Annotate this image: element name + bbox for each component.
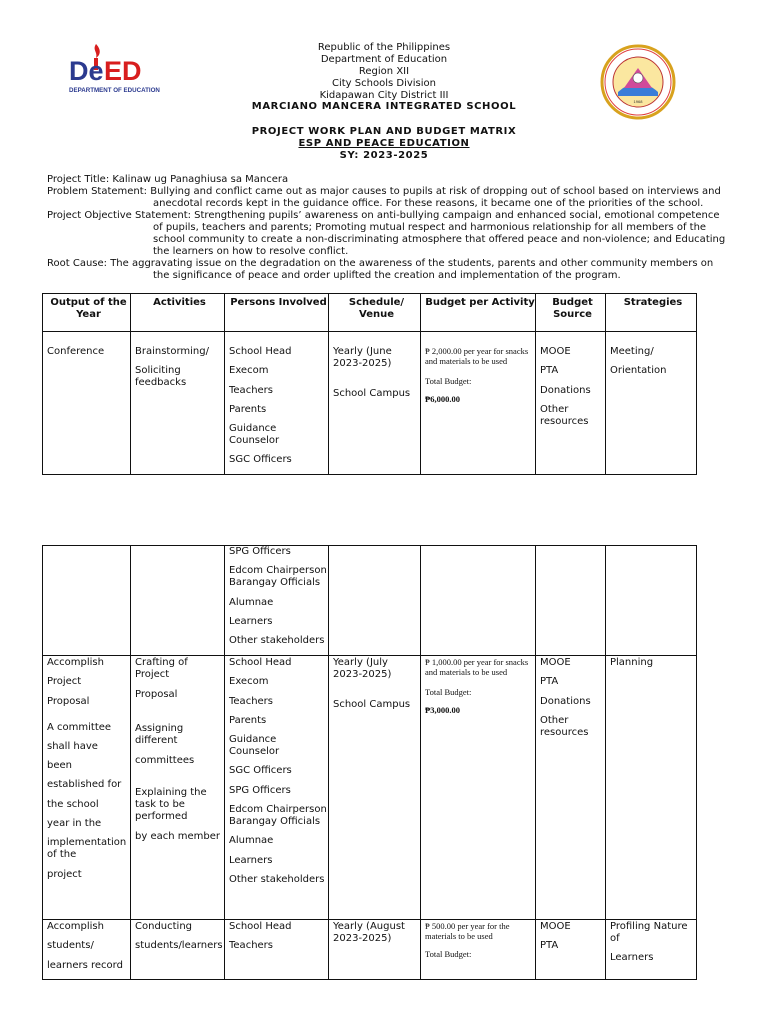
cell-strategies	[606, 546, 697, 656]
col-header-strategies: Strategies	[606, 294, 697, 332]
col-header-output: Output of the Year	[43, 294, 131, 332]
cell-source: MOOE PTA Donations Other resources	[536, 332, 606, 475]
work-plan-table-2	[42, 545, 697, 980]
cell-schedule: Yearly (August 2023-2025)	[329, 920, 421, 980]
svg-text:ED: ED	[104, 56, 142, 86]
objective-statement-cont-1: of pupils, teachers and parents; Promoting mutual respect and harmonious relationship for all members of the	[153, 222, 707, 233]
col-header-schedule: Schedule/ Venue	[329, 294, 421, 332]
header-district: Kidapawan City District III	[319, 90, 449, 101]
table-row	[43, 920, 697, 980]
work-plan-table-1	[42, 293, 697, 475]
root-cause-cont: the significance of peace and order uplifted the creation and implementation of the program.	[153, 270, 621, 281]
cell-output: Accomplish Project Proposal A committee shall have been established for the school year in the implementation of the project	[43, 656, 131, 920]
objective-statement-cont-3: the learners on how to resolve conflict.	[153, 246, 349, 257]
cell-budget: ₱ 500.00 per year for the materials to be used Total Budget:	[421, 920, 536, 980]
col-header-persons: Persons Involved	[225, 294, 329, 332]
header-division: City Schools Division	[332, 78, 436, 89]
header-republic: Republic of the Philippines	[317, 42, 451, 53]
school-year: SY: 2023-2025	[339, 150, 429, 161]
project-title: Project Title: Kalinaw ug Panaghiusa sa Mancera	[47, 174, 289, 185]
cell-strategies: Meeting/ Orientation	[606, 332, 697, 475]
cell-strategies: Planning	[606, 656, 697, 920]
problem-statement-cont: anecdotal records kept in the guidance office. For these reasons, it became one of the priorities of the school.	[153, 198, 704, 209]
svg-text:De: De	[69, 56, 104, 86]
cell-output: Accomplish students/ learners record	[43, 920, 131, 980]
cell-budget: ₱ 1,000.00 per year for snacks and materials to be used Total Budget: ₱3,000.00	[421, 656, 536, 920]
cell-activities: Brainstorming/ Soliciting feedbacks	[131, 332, 225, 475]
svg-text:DEPARTMENT OF EDUCATION: DEPARTMENT OF EDUCATION	[69, 87, 160, 94]
objective-statement: Project Objective Statement: Strengthening pupils’ awareness on anti-bullying campaign and enhanced social, emotional competence	[47, 210, 720, 221]
header-department: Department of Education	[320, 54, 448, 65]
header-school: MARCIANO MANCERA INTEGRATED SCHOOL	[251, 101, 517, 112]
cell-schedule	[329, 546, 421, 656]
cell-output	[43, 546, 131, 656]
cell-budget: ₱ 2,000.00 per year for snacks and materials to be used Total Budget: ₱6,000.00	[421, 332, 536, 475]
cell-activities: Crafting of Project Proposal Assigning different committees Explaining the task to be performed by each member	[131, 656, 225, 920]
cell-source: MOOE PTA Donations Other resources	[536, 656, 606, 920]
cell-output: Conference	[43, 332, 131, 475]
col-header-activities: Activities	[131, 294, 225, 332]
cell-source	[536, 546, 606, 656]
cell-strategies: Profiling Nature of Learners	[606, 920, 697, 980]
objective-statement-cont-2: school community to create a non-discriminating atmosphere that offered peace and non-violence; and Educating	[153, 234, 726, 245]
col-header-source: Budget Source	[536, 294, 606, 332]
cell-persons: School Head Teachers	[225, 920, 329, 980]
doc-title: PROJECT WORK PLAN AND BUDGET MATRIX	[251, 126, 517, 137]
cell-activities: Conducting students/learners	[131, 920, 225, 980]
cell-persons: School Head Execom Teachers Parents Guidance Counselor SGC Officers SPG Officers Edcom Chairperson Barangay Officials Alumnae Learners Other stakeholders	[225, 656, 329, 920]
table-row	[43, 656, 697, 920]
header-region: Region XII	[358, 66, 410, 77]
cell-schedule: Yearly (June 2023-2025) School Campus	[329, 332, 421, 475]
table-header-row	[43, 294, 697, 332]
doc-subject: ESP AND PEACE EDUCATION	[298, 138, 470, 149]
root-cause: Root Cause: The aggravating issue on the degradation on the awareness of the students, parents and other community members on	[47, 258, 714, 269]
cell-persons: SPG Officers Edcom Chairperson Barangay Officials Alumnae Learners Other stakeholders	[225, 546, 329, 656]
cell-persons: School Head Execom Teachers Parents Guidance Counselor SGC Officers	[225, 332, 329, 475]
cell-budget	[421, 546, 536, 656]
table-row-continued	[43, 546, 697, 656]
col-header-budget: Budget per Activity	[421, 294, 536, 332]
table-row	[43, 332, 697, 475]
cell-activities	[131, 546, 225, 656]
cell-source: MOOE PTA	[536, 920, 606, 980]
problem-statement: Problem Statement: Bullying and conflict came out as major causes to pupils at risk of dropping out of school based on interviews and	[47, 186, 721, 197]
cell-schedule: Yearly (July 2023-2025) School Campus	[329, 656, 421, 920]
svg-text:1968: 1968	[633, 99, 643, 104]
